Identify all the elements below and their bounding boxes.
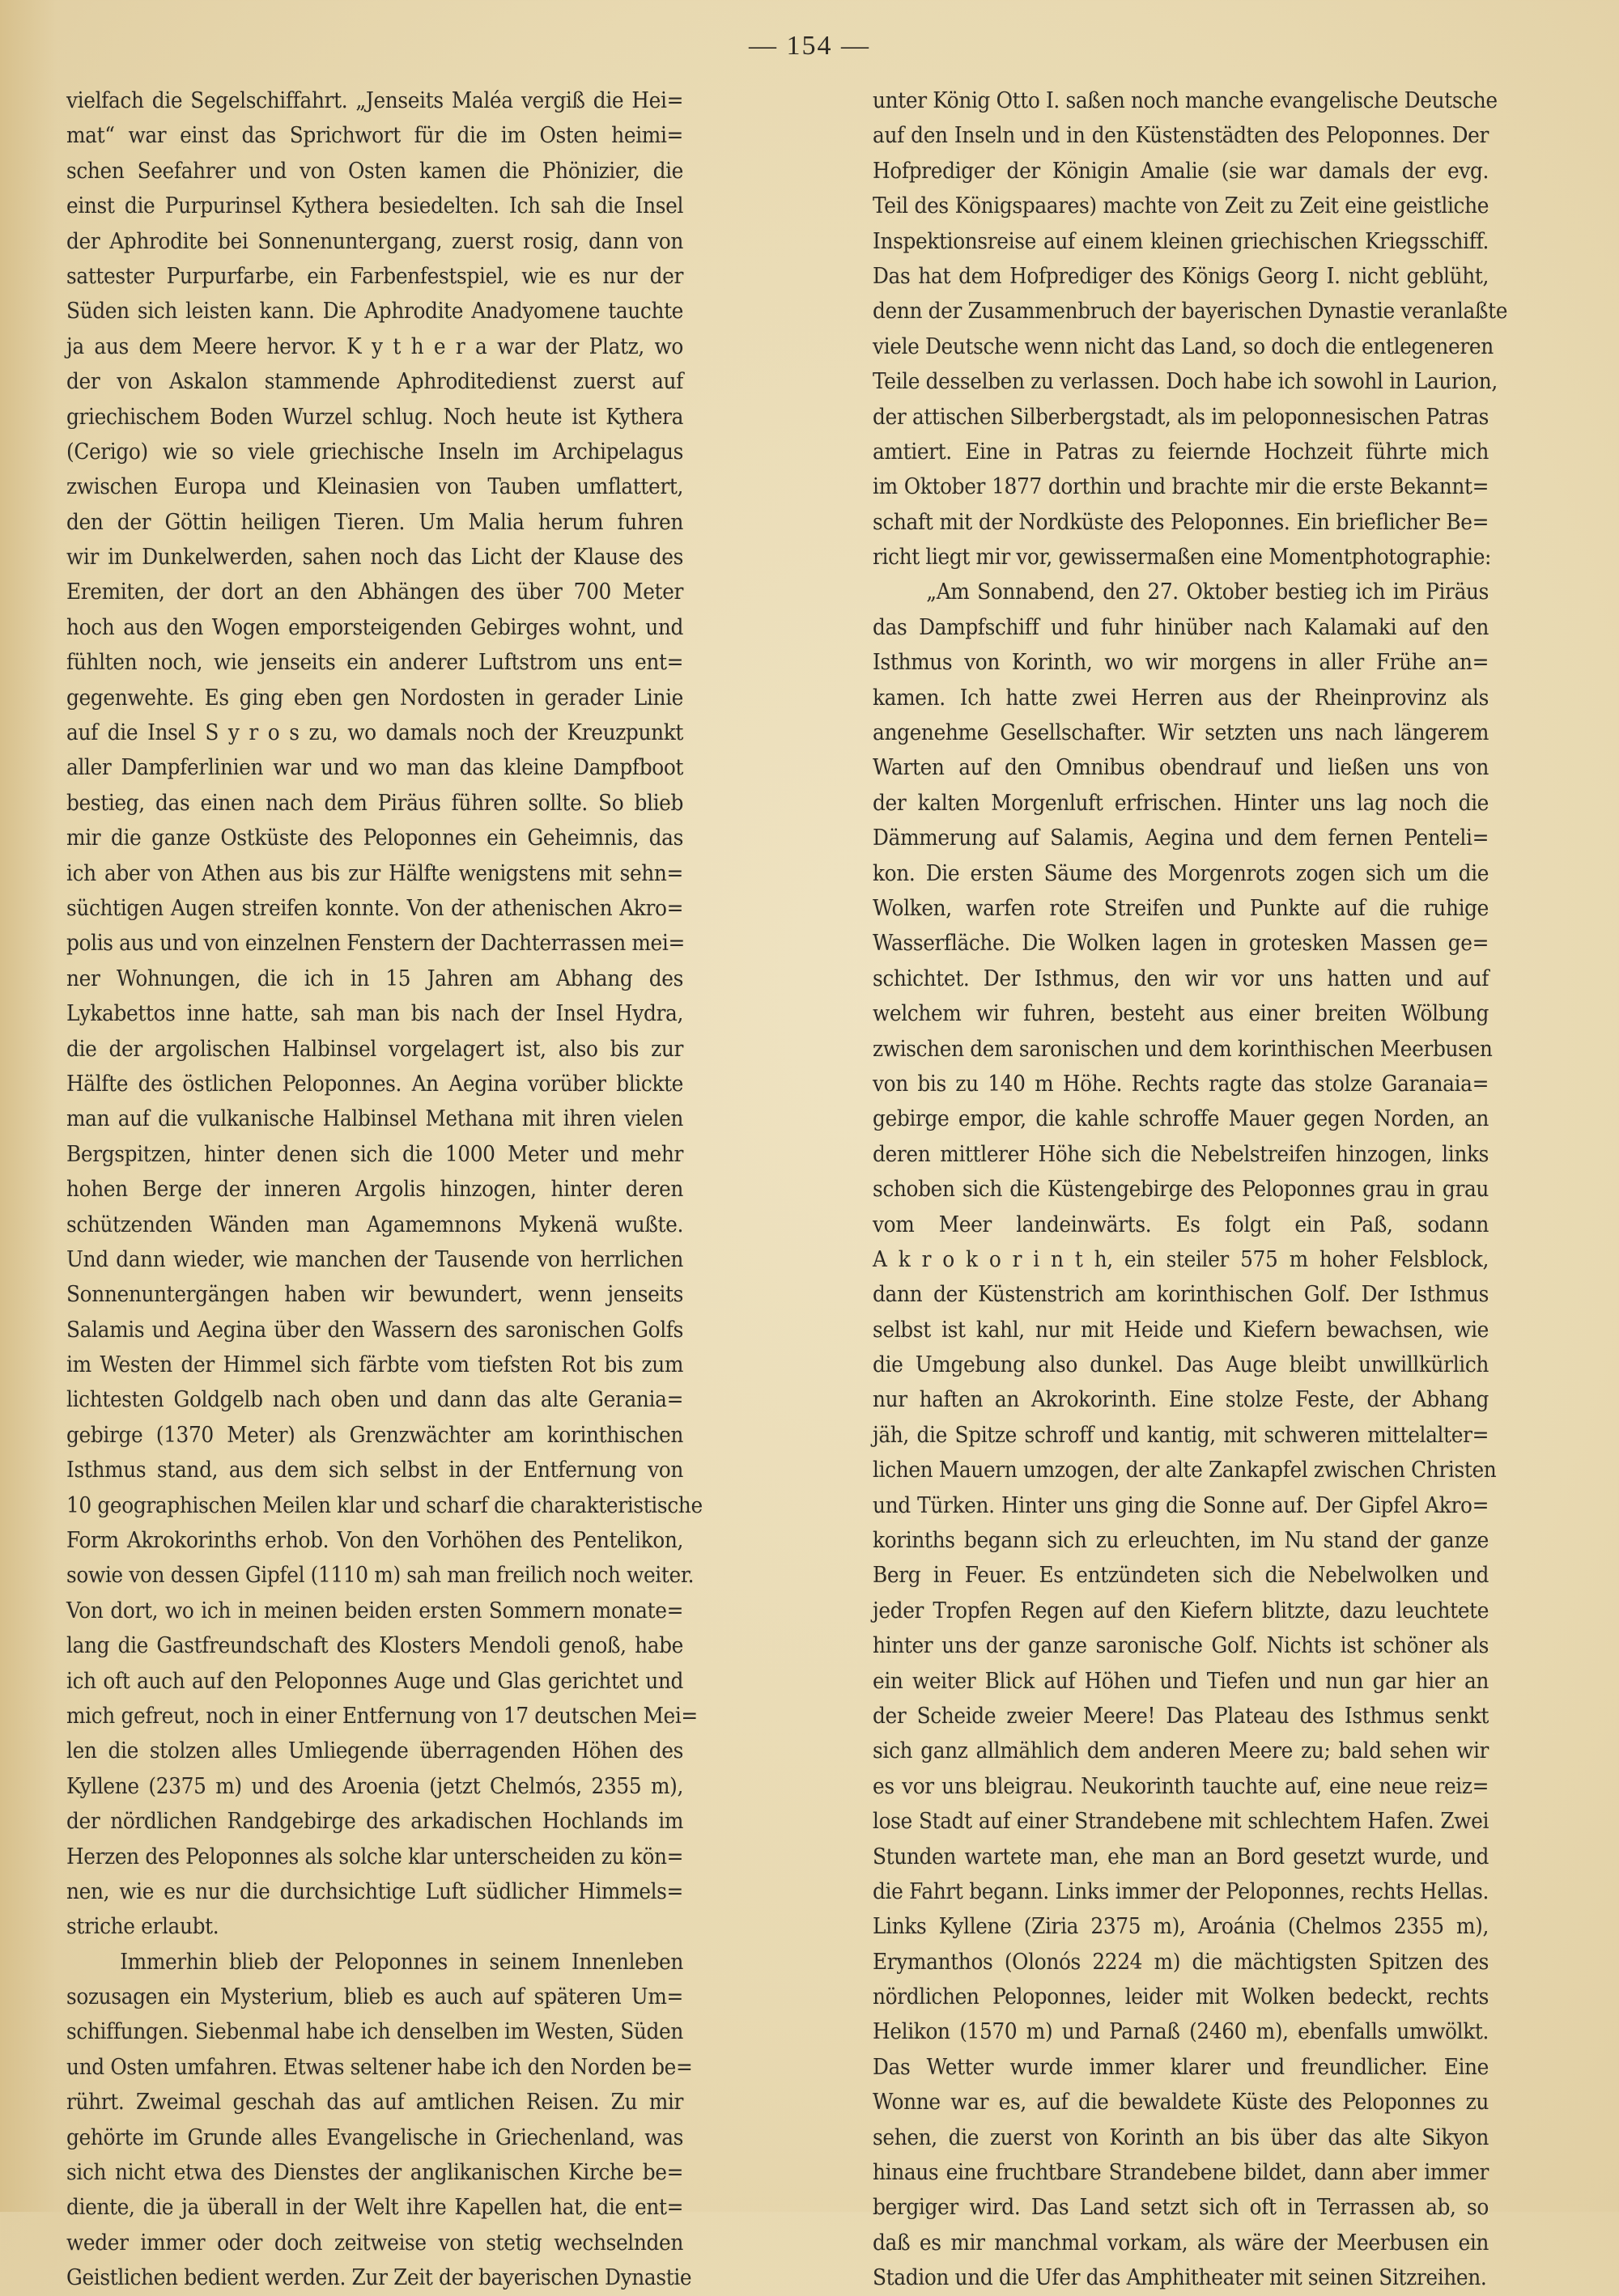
text-line: aller Dampferlinien war und wo man das kleine Dampfboot [66,755,684,781]
text-line: vom Meer landeinwärts. Es folgt ein Paß, sodann [873,1212,1489,1237]
text-line: bergiger wird. Das Land setzt sich oft in Terrassen ab, so [873,2195,1489,2221]
text-line: „Am Sonnabend, den 27. Oktober bestieg ich im Piräus [926,579,1489,605]
text-line: das Dampfschiff und fuhr hinüber nach Kalamaki auf den [873,614,1489,640]
text-line: denn der Zusammenbruch der bayerischen Dynastie veranlaßte [873,299,1508,325]
text-line: welchem wir fuhren, besteht aus einer breiten Wölbung [873,1001,1489,1027]
text-line: kamen. Ich hatte zwei Herren aus der Rheinprovinz als [873,685,1489,711]
text-line: Geistlichen bedient werden. Zur Zeit der bayerischen Dynastie [66,2265,692,2291]
text-line: auf den Inseln und in den Küstenstädten des Peloponnes. Der [873,123,1489,149]
text-line: rührt. Zweimal geschah das auf amtlichen Reisen. Zu mir [66,2090,684,2116]
text-line: kon. Die ersten Säume des Morgenrots zogen sich um die [873,860,1489,886]
text-line: Sonnenuntergängen haben wir bewundert, wenn jenseits [66,1282,684,1308]
text-line: weder immer oder doch zeitweise von stetig wechselnden [66,2230,684,2256]
text-line: schoben sich die Küstengebirge des Peloponnes grau in grau [873,1177,1489,1203]
text-line: Berg in Feuer. Es entzündeten sich die Nebelwolken und [873,1563,1489,1589]
text-line: jeder Tropfen Regen auf den Kiefern blitzte, dazu leuchtete [873,1598,1489,1623]
text-line: len die stolzen alles Umliegende überragenden Höhen des [66,1738,684,1764]
text-line: ich aber von Athen aus bis zur Hälfte wenigstens mit sehn= [66,860,684,886]
text-line: nördlichen Peloponnes, leider mit Wolken bedeckt, rechts [873,1984,1489,2010]
text-line: 10 geographischen Meilen klar und scharf die charakteristische [66,1492,703,1518]
text-line: Links Kyllene (Ziria 2375 m), Aroánia (Chelmos 2355 m), [873,1914,1489,1940]
text-line: diente, die ja überall in der Welt ihre Kapellen hat, die ent= [66,2195,684,2221]
text-line: der kalten Morgenluft erfrischen. Hinter uns lag noch die [873,790,1489,816]
text-line: Dämmerung auf Salamis, Aegina und dem fernen Penteli= [873,825,1489,851]
text-line: Stadion und die Ufer das Amphitheater mit seinen Sitzreihen. [873,2265,1487,2291]
text-line: sich ganz allmählich dem anderen Meere zu; bald sehen wir [873,1738,1489,1764]
text-line: zwischen Europa und Kleinasien von Tauben umflattert, [66,474,684,500]
text-line: fühlten noch, wie jenseits ein anderer Luftstrom uns ent= [66,650,684,676]
text-line: angenehme Gesellschafter. Wir setzten uns nach längerem [873,720,1489,746]
text-line: sowie von dessen Gipfel (1110 m) sah man freilich noch weiter. [66,1563,695,1589]
text-line: im Westen der Himmel sich färbte vom tiefsten Rot bis zum [66,1352,684,1378]
text-line: gegenwehte. Es ging eben gen Nordosten in gerader Linie [66,685,684,711]
text-line: nur haften an Akrokorinth. Eine stolze Feste, der Abhang [873,1387,1489,1413]
text-line: amtiert. Eine in Patras zu feiernde Hochzeit führte mich [873,439,1489,465]
text-line: ich oft auch auf den Peloponnes Auge und Glas gerichtet und [66,1668,684,1694]
text-line: sattester Purpurfarbe, ein Farbenfestspiel, wie es nur der [66,263,684,289]
text-line: die der argolischen Halbinsel vorgelagert ist, also bis zur [66,1036,684,1062]
left-text-column [66,83,703,2296]
text-line: hoch aus den Wogen emporsteigenden Gebirges wohnt, und [66,614,684,640]
text-line: Erymanthos (Olonós 2224 m) die mächtigsten Spitzen des [873,1949,1489,1975]
text-line: (Cerigo) wie so viele griechische Inseln im Archipelagus [66,439,684,465]
text-line: gehörte im Grunde alles Evangelische in Griechenland, was [66,2124,684,2150]
text-line: unter König Otto I. saßen noch manche evangelische Deutsche [873,88,1498,113]
text-line: ja aus dem Meere hervor. K y t h e r a war der Platz, wo [66,333,684,359]
text-line: Von dort, wo ich in meinen beiden ersten Sommern monate= [66,1598,684,1623]
text-line: die Umgebung also dunkel. Das Auge bleibt unwillkürlich [873,1352,1489,1378]
text-line: Isthmus stand, aus dem sich selbst in der Entfernung von [66,1458,684,1483]
text-line: schützenden Wänden man Agamemnons Mykenä wußte. [66,1212,684,1237]
text-line: A k r o k o r i n t h, ein steiler 575 m hoher Felsblock, [873,1246,1489,1272]
text-line: Lykabettos inne hatte, sah man bis nach der Insel Hydra, [66,1001,684,1027]
text-line: Wonne war es, auf die bewaldete Küste des Peloponnes zu [873,2090,1489,2116]
text-line: Eremiten, der dort an den Abhängen des über 700 Meter [66,579,684,605]
right-text-column [873,83,1508,2296]
text-line: Das Wetter wurde immer klarer und freundlicher. Eine [873,2054,1489,2080]
text-line: Wasserfläche. Die Wolken lagen in grotesken Massen ge= [873,931,1489,957]
text-line: Isthmus von Korinth, wo wir morgens in aller Frühe an= [873,650,1489,676]
text-line: und Osten umfahren. Etwas seltener habe ich den Norden be= [66,2054,693,2080]
text-line: gebirge empor, die kahle schroffe Mauer gegen Norden, an [873,1106,1489,1132]
text-line: Stunden wartete man, ehe man an Bord gesetzt wurde, und [873,1844,1489,1869]
page-number: — 154 — [749,31,870,61]
text-line: und Türken. Hinter uns ging die Sonne auf. Der Gipfel Akro= [873,1492,1489,1518]
text-line: gebirge (1370 Meter) als Grenzwächter am korinthischen [66,1422,684,1448]
text-line: bestieg, das einen nach dem Piräus führen sollte. So blieb [66,790,684,816]
text-line: einst die Purpurinsel Kythera besiedelten. Ich sah die Insel [66,193,684,219]
text-line: Wolken, warfen rote Streifen und Punkte auf die ruhige [873,895,1489,921]
text-line: wir im Dunkelwerden, sahen noch das Licht der Klause des [66,545,684,571]
text-line: der attischen Silberbergstadt, als im peloponnesischen Patras [873,404,1489,430]
text-line: es vor uns bleigrau. Neukorinth tauchte auf, eine neue reiz= [873,1773,1489,1799]
text-line: von bis zu 140 m Höhe. Rechts ragte das stolze Garanaia= [873,1071,1489,1097]
text-line: ein weiter Blick auf Höhen und Tiefen und nun gar hier an [873,1668,1489,1694]
text-line: dann der Küstenstrich am korinthischen Golf. Der Isthmus [873,1282,1489,1308]
text-line: griechischem Boden Wurzel schlug. Noch heute ist Kythera [66,404,684,430]
text-line: selbst ist kahl, nur mit Heide und Kiefern bewachsen, wie [873,1317,1489,1343]
text-line: Form Akrokorinths erhob. Von den Vorhöhen des Pentelikon, [66,1528,684,1554]
text-line: polis aus und von einzelnen Fenstern der Dachterrassen mei= [66,931,685,957]
text-line: Hälfte des östlichen Peloponnes. An Aegina vorüber blickte [66,1071,684,1097]
text-line: schiffungen. Siebenmal habe ich denselben im Westen, Süden [66,2019,684,2045]
text-line: Und dann wieder, wie manchen der Tausende von herrlichen [66,1246,684,1272]
text-line: schichtet. Der Isthmus, den wir vor uns hatten und auf [873,966,1489,991]
text-line: man auf die vulkanische Halbinsel Methana mit ihren vielen [66,1106,684,1132]
text-line: zwischen dem saronischen und dem korinthischen Meerbusen [873,1036,1493,1062]
text-line: hinter uns der ganze saronische Golf. Nichts ist schöner als [873,1633,1489,1659]
text-line: nen, wie es nur die durchsichtige Luft südlicher Himmels= [66,1878,684,1904]
text-line: Salamis und Aegina über den Wassern des saronischen Golfs [66,1317,684,1343]
text-line: der nördlichen Randgebirge des arkadischen Hochlands im [66,1809,684,1835]
text-line: lichen Mauern umzogen, der alte Zankapfel zwischen Christen [873,1458,1497,1483]
text-line: korinths begann sich zu erleuchten, im Nu stand der ganze [873,1528,1489,1554]
text-line: die Fahrt begann. Links immer der Peloponnes, rechts Hellas. [873,1878,1489,1904]
text-line: sehen, die zuerst von Korinth an bis über das alte Sikyon [873,2124,1489,2150]
text-line: Bergspitzen, hinter denen sich die 1000 Meter und mehr [66,1141,684,1167]
text-line: striche erlaubt. [66,1914,219,1940]
text-line: Warten auf den Omnibus obendrauf und ließen uns von [873,755,1489,781]
text-line: schen Seefahrer und von Osten kamen die Phönizier, die [66,158,684,184]
text-line: Hofprediger der Königin Amalie (sie war damals der evg. [873,158,1489,184]
text-line: Teile desselben zu verlassen. Doch habe ich sowohl in Laurion, [873,369,1498,395]
text-line: schaft mit der Nordküste des Peloponnes. Ein brieflicher Be= [873,509,1489,535]
text-line: Das hat dem Hofprediger des Königs Georg I. nicht geblüht, [873,263,1489,289]
text-line: Herzen des Peloponnes als solche klar unterscheiden zu kön= [66,1844,684,1869]
text-line: mich gefreut, noch in einer Entfernung von 17 deutschen Mei= [66,1703,698,1729]
text-line: sozusagen ein Mysterium, blieb es auch auf späteren Um= [66,1984,684,2010]
text-line: hinaus eine fruchtbare Strandebene bildet, dann aber immer [873,2160,1489,2186]
text-line: hohen Berge der inneren Argolis hinzogen, hinter deren [66,1177,684,1203]
text-line: jäh, die Spitze schroff und kantig, mit schweren mittelalter= [873,1422,1489,1448]
text-line: lichtesten Goldgelb nach oben und dann das alte Gerania= [66,1387,684,1413]
text-line: auf die Insel S y r o s zu, wo damals noch der Kreuzpunkt [66,720,684,746]
text-line: mat“ war einst das Sprichwort für die im Osten heimi= [66,123,684,149]
text-line: viele Deutsche wenn nicht das Land, so doch die entlegeneren [873,333,1494,359]
text-line: im Oktober 1877 dorthin und brachte mir die erste Bekannt= [873,474,1489,500]
text-line: der Aphrodite bei Sonnenuntergang, zuerst rosig, dann von [66,228,684,254]
text-line: der Scheide zweier Meere! Das Plateau des Isthmus senkt [873,1703,1489,1729]
text-line: ner Wohnungen, die ich in 15 Jahren am Abhang des [66,966,684,991]
text-line: vielfach die Segelschiffahrt. „Jenseits Maléa vergiß die Hei= [66,88,684,113]
text-line: lose Stadt auf einer Strandebene mit schlechtem Hafen. Zwei [873,1809,1489,1835]
text-line: deren mittlerer Höhe sich die Nebelstreifen hinzogen, links [873,1141,1489,1167]
text-line: Teil des Königspaares) machte von Zeit zu Zeit eine geistliche [873,193,1489,219]
text-line: Immerhin blieb der Peloponnes in seinem Innenleben [120,1949,684,1975]
text-line: süchtigen Augen streifen konnte. Von der athenischen Akro= [66,895,684,921]
text-line: der von Askalon stammende Aphroditedienst zuerst auf [66,369,684,395]
text-line: den der Göttin heiligen Tieren. Um Malia herum fuhren [66,509,684,535]
text-line: sich nicht etwa des Dienstes der anglikanischen Kirche be= [66,2160,684,2186]
text-line: Kyllene (2375 m) und des Aroenia (jetzt Chelmós, 2355 m), [66,1773,684,1799]
text-line: Süden sich leisten kann. Die Aphrodite Anadyomene tauchte [66,299,684,325]
page-edge-shadow [0,0,57,2212]
text-line: richt liegt mir vor, gewissermaßen eine Momentphotographie: [873,545,1492,571]
text-line: mir die ganze Ostküste des Peloponnes ein Geheimnis, das [66,825,684,851]
text-line: Inspektionsreise auf einem kleinen griechischen Kriegsschiff. [873,228,1489,254]
text-line: lang die Gastfreundschaft des Klosters Mendoli genoß, habe [66,1633,684,1659]
text-line: daß es mir manchmal vorkam, als wäre der Meerbusen ein [873,2230,1489,2256]
text-line: Helikon (1570 m) und Parnaß (2460 m), ebenfalls umwölkt. [873,2019,1489,2045]
